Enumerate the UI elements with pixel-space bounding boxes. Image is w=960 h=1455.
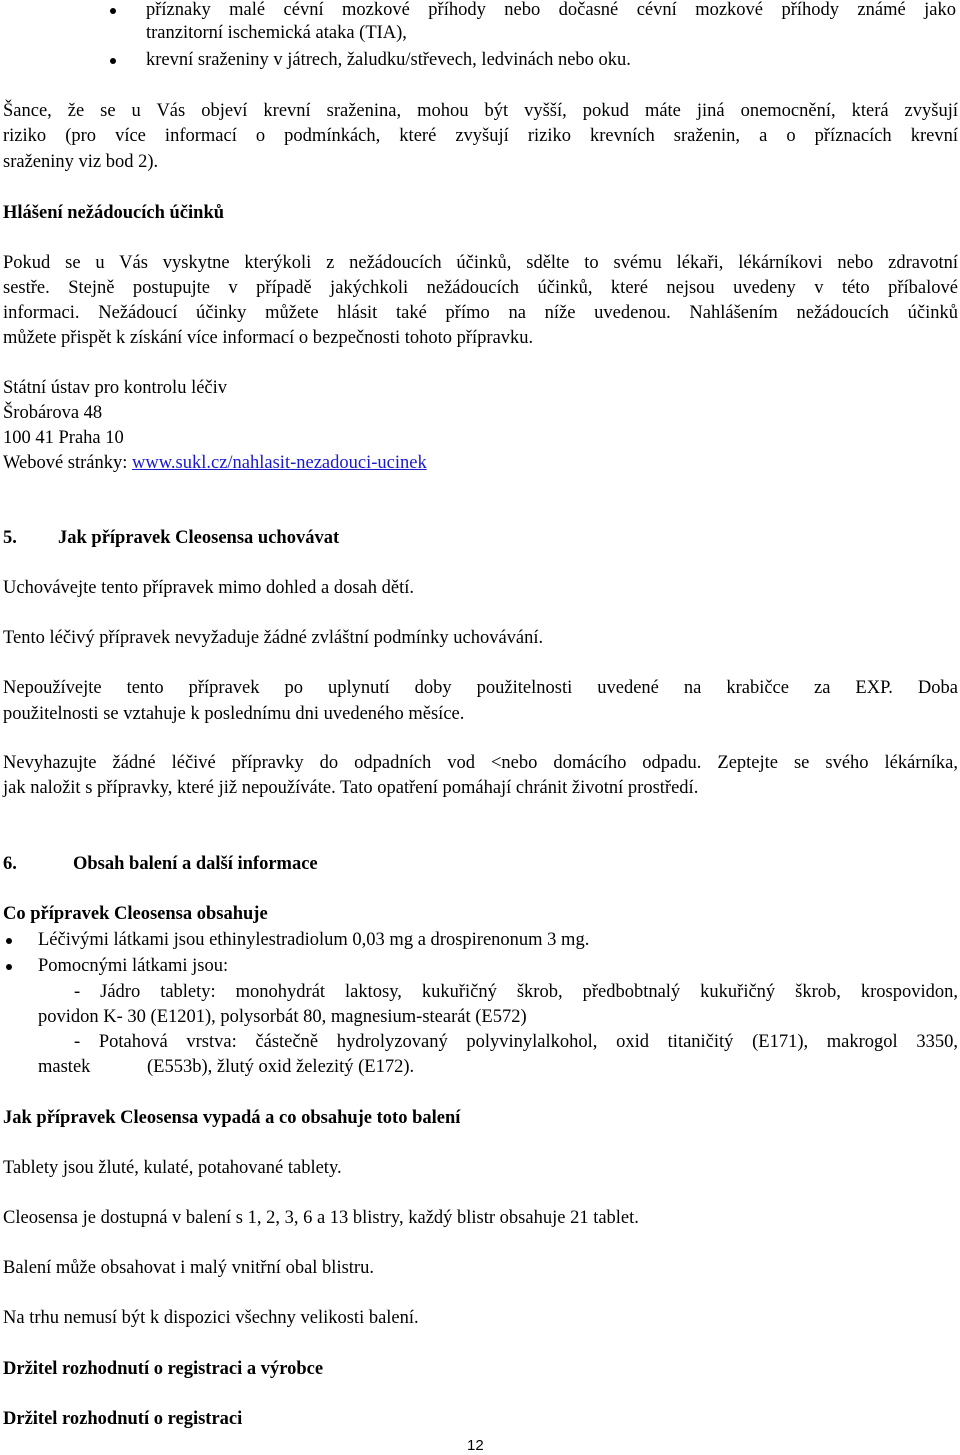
paragraph-line: sestře. Stejně postupujte v případě jakýchkoli nežádoucích účinků, které nejsou uvedeny v této příbalové: [3, 278, 958, 298]
paragraph-line: použitelnosti se vztahuje k poslednímu dni uvedeného měsíce.: [3, 704, 465, 724]
paragraph-line: Šance, že se u Vás objeví krevní sraženina, mohou být vyšší, pokud máte jiná onemocnění, která zvyšují: [3, 101, 958, 121]
list-item-text: příznaky malé cévní mozkové příhody nebo dočasné cévní mozkové příhody známé jako: [146, 0, 956, 20]
paragraph-line: můžete přispět k získání více informací o bezpečnosti tohoto přípravku.: [3, 328, 534, 348]
paragraph-line: Pokud se u Vás vyskytne kterýkoli z nežádoucích účinků, sdělte to svému lékaři, lékárníkovi nebo zdravotní: [3, 253, 958, 273]
section-heading: Hlášení nežádoucích účinků: [3, 203, 225, 223]
web-label: Webové stránky:: [3, 453, 133, 473]
paragraph-line: Nevyhazujte žádné léčivé přípravky do odpadních vod <nebo domácího odpadu. Zeptejte se svého lékárníka,: [3, 753, 958, 773]
list-subitem-line: - Potahová vrstva: částečně hydrolyzovaný polyvinylalkohol, oxid titaničitý (E171), makrogol 3350,: [74, 1032, 958, 1052]
list-subitem-line: povidon K- 30 (E1201), polysorbát 80, magnesium-stearát (E572): [38, 1007, 527, 1027]
subsection-heading: Držitel rozhodnutí o registraci: [3, 1409, 243, 1429]
bullet-icon: [110, 58, 116, 64]
section-title: Obsah balení a další informace: [73, 854, 318, 874]
bullet-icon: [110, 8, 116, 14]
list-subitem-line: mastek: [38, 1057, 91, 1077]
section-number: 5.: [3, 528, 17, 548]
page-number: 12: [467, 1437, 484, 1454]
address-line: 100 41 Praha 10: [3, 428, 124, 448]
paragraph-line: sraženiny viz bod 2).: [3, 152, 159, 172]
subsection-heading: Držitel rozhodnutí o registraci a výrobce: [3, 1359, 324, 1379]
section-title: Jak přípravek Cleosensa uchovávat: [58, 528, 340, 548]
bullet-icon: [6, 964, 12, 970]
address-line: Státní ústav pro kontrolu léčiv: [3, 378, 228, 398]
section-number: 6.: [3, 854, 17, 874]
paragraph: Tablety jsou žluté, kulaté, potahované tablety.: [3, 1158, 342, 1178]
bullet-icon: [6, 938, 12, 944]
paragraph: Uchovávejte tento přípravek mimo dohled a dosah dětí.: [3, 578, 414, 598]
list-item-text: tranzitorní ischemická ataka (TIA),: [146, 23, 407, 43]
paragraph: Balení může obsahovat i malý vnitřní obal blistru.: [3, 1258, 374, 1278]
paragraph-line: informaci. Nežádoucí účinky můžete hlásit také přímo na níže uvedenou. Nahlášením nežádoucích účinků: [3, 303, 958, 323]
list-item-text: krevní sraženiny v játrech, žaludku/střevech, ledvinách nebo oku.: [146, 50, 631, 70]
list-item-text: Léčivými látkami jsou ethinylestradiolum 0,03 mg a drospirenonum 3 mg.: [38, 930, 590, 950]
web-link[interactable]: www.sukl.cz/nahlasit-nezadouci-ucinek: [132, 453, 427, 473]
subsection-heading: Co přípravek Cleosensa obsahuje: [3, 904, 268, 924]
paragraph: Na trhu nemusí být k dispozici všechny velikosti balení.: [3, 1308, 419, 1328]
list-subitem-line: - Jádro tablety: monohydrát laktosy, kukuřičný škrob, předbobtnalý kukuřičný škrob, krospovidon,: [74, 982, 958, 1002]
paragraph-line: riziko (pro více informací o podmínkách, které zvyšují riziko krevních sraženin, a o příznacích krevní: [3, 126, 958, 146]
list-subitem-line: (E553b), žlutý oxid železitý (E172).: [147, 1057, 415, 1077]
address-line: Šrobárova 48: [3, 403, 103, 423]
paragraph-line: jak naložit s přípravky, které již nepoužíváte. Tato opatření pomáhají chránit životní prostředí.: [3, 778, 699, 798]
list-item-text: Pomocnými látkami jsou:: [38, 956, 229, 976]
web-line: [3, 451, 427, 475]
paragraph: Tento léčivý přípravek nevyžaduje žádné zvláštní podmínky uchovávání.: [3, 628, 544, 648]
subsection-heading: Jak přípravek Cleosensa vypadá a co obsahuje toto balení: [3, 1108, 461, 1128]
paragraph: Cleosensa je dostupná v balení s 1, 2, 3, 6 a 13 blistry, každý blistr obsahuje 21 tablet.: [3, 1208, 639, 1228]
paragraph-line: Nepoužívejte tento přípravek po uplynutí doby použitelnosti uvedené na krabičce za EXP. Doba: [3, 678, 958, 698]
